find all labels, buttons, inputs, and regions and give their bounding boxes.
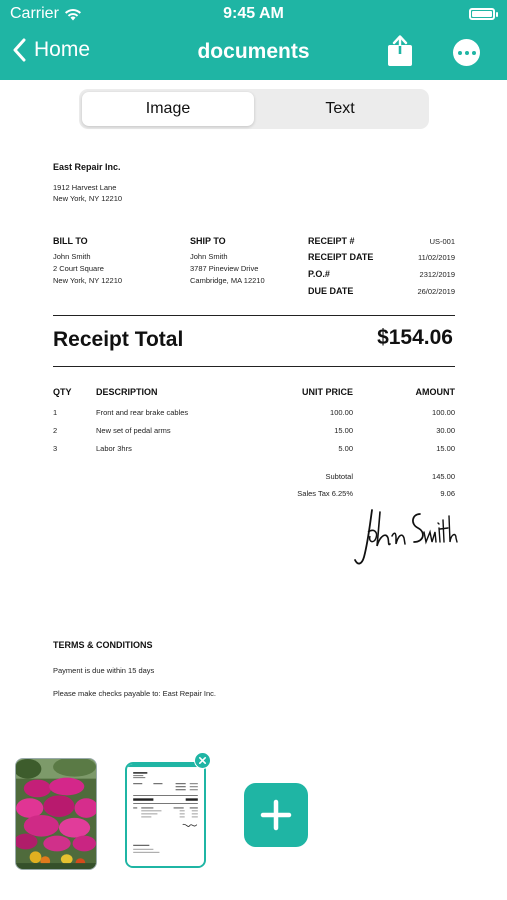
company-name: East Repair Inc.: [53, 162, 121, 172]
bill-to-name: John Smith: [53, 252, 91, 261]
bill-to-city: New York, NY 12210: [53, 276, 123, 285]
item-amount: 30.00: [436, 426, 455, 435]
more-icon-dot: [465, 51, 469, 55]
page-thumbnail-photo[interactable]: [15, 758, 97, 870]
item-qty: 1: [53, 408, 58, 417]
company-address-line1: 1912 Harvest Lane: [53, 183, 117, 192]
remove-page-button[interactable]: [194, 752, 211, 769]
column-header-description: DESCRIPTION: [96, 387, 158, 397]
column-header-qty: QTY: [53, 387, 72, 397]
view-mode-segmented-control: [79, 89, 429, 129]
terms-line: Please make checks payable to: East Repair Inc.: [53, 689, 217, 698]
status-time: 9:45 AM: [223, 5, 284, 22]
nav-row: [0, 30, 507, 76]
battery-icon: [469, 8, 495, 20]
terms-line: Payment is due within 15 days: [53, 666, 155, 675]
navigation-bar: [0, 0, 507, 80]
receipt-document-preview: [0, 140, 507, 740]
receipt-date-label: RECEIPT DATE: [308, 252, 374, 262]
column-header-unit-price: UNIT PRICE: [301, 387, 353, 397]
receipt-total-value: $154.06: [377, 326, 453, 349]
bill-to-street: 2 Court Square: [53, 264, 104, 273]
carrier-label: Carrier: [10, 5, 59, 22]
po-number-value: 2312/2019: [419, 270, 455, 279]
ship-to-city: Cambridge, MA 12210: [190, 276, 265, 285]
ship-to-street: 3787 Pineview Drive: [190, 264, 259, 273]
subtotal-value: 145.00: [432, 472, 455, 481]
more-icon-dot: [458, 51, 462, 55]
signature-image: [350, 502, 460, 572]
more-icon-dot: [472, 51, 476, 55]
more-button[interactable]: [453, 39, 480, 66]
item-description: New set of pedal arms: [96, 426, 171, 435]
receipt-number-label: RECEIPT #: [308, 236, 355, 246]
item-qty: 3: [53, 444, 58, 453]
column-header-amount: AMOUNT: [415, 387, 455, 397]
receipt-date-value: 11/02/2019: [418, 253, 455, 262]
share-icon[interactable]: [387, 35, 413, 67]
ship-to-name: John Smith: [190, 252, 228, 261]
receipt-number-value: US-001: [429, 237, 455, 246]
item-qty: 2: [53, 426, 58, 435]
subtotal-label: Subtotal: [325, 472, 353, 481]
item-unit-price: 15.00: [334, 426, 353, 435]
plus-icon: [259, 798, 293, 832]
due-date-value: 26/02/2019: [417, 287, 455, 296]
divider: [53, 366, 455, 367]
page-title: documents: [197, 40, 310, 63]
item-description: Front and rear brake cables: [96, 408, 189, 417]
page-thumbnail-receipt[interactable]: [125, 762, 206, 868]
due-date-label: DUE DATE: [308, 286, 354, 296]
back-label: Home: [34, 38, 91, 61]
flower-photo-image: [16, 759, 96, 869]
receipt-total-label: Receipt Total: [53, 328, 184, 351]
add-page-button[interactable]: [244, 783, 308, 847]
segment-text[interactable]: Text: [325, 100, 355, 117]
item-description: Labor 3hrs: [96, 444, 132, 453]
divider: [53, 315, 455, 316]
bill-to-heading: BILL TO: [53, 236, 88, 246]
segment-image[interactable]: Image: [82, 92, 254, 126]
sales-tax-value: 9.06: [440, 489, 455, 498]
sales-tax-label: Sales Tax 6.25%: [297, 489, 353, 498]
ship-to-heading: SHIP TO: [190, 236, 226, 246]
item-amount: 100.00: [432, 408, 455, 417]
close-icon: [198, 756, 207, 765]
item-amount: 15.00: [436, 444, 455, 453]
receipt-thumbnail-image: [127, 764, 204, 866]
item-unit-price: 100.00: [330, 408, 353, 417]
terms-heading: TERMS & CONDITIONS: [53, 640, 153, 650]
item-unit-price: 5.00: [338, 444, 353, 453]
status-bar: [0, 0, 507, 28]
po-number-label: P.O.#: [308, 269, 330, 279]
company-address-line2: New York, NY 12210: [53, 194, 123, 203]
